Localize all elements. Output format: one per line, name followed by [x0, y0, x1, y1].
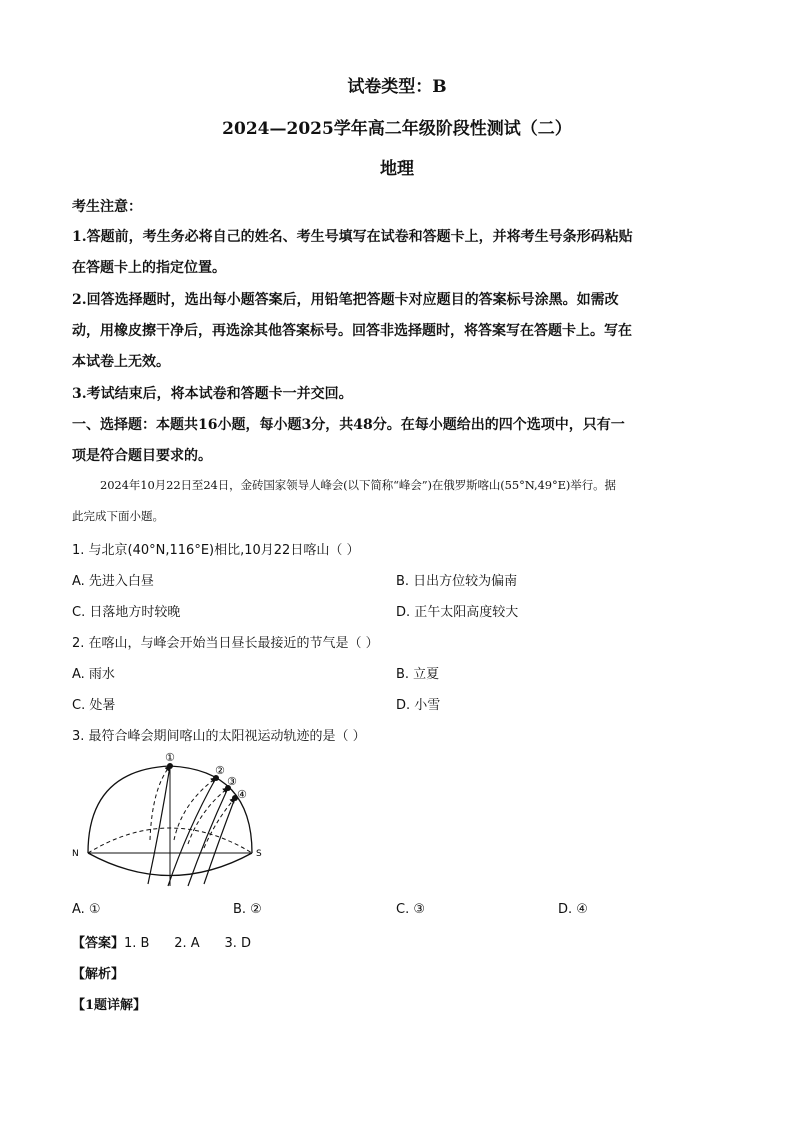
notice-item2-line3: 本试卷上无效。: [72, 354, 170, 370]
sun-path-1-back: [150, 766, 170, 840]
question-1-option-d: D. 正午太阳高度较大: [396, 605, 519, 620]
question-2-stem: 2. 在喀山，与峰会开始当日昼长最接近的节气是（ ）: [72, 636, 379, 651]
notice-item3: 3.考试结束后，将本试卷和答题卡一并交回。: [72, 386, 353, 402]
notice-item1-line1: 1.答题前，考生务必将自己的姓名、考生号填写在试卷和答题卡上，并将考生号条形码粘贴: [72, 229, 633, 245]
question-1-option-a: A. 先进入白昼: [72, 574, 154, 589]
analysis-detail-1: 【1题详解】: [72, 998, 147, 1013]
section1-line2: 项是符合题目要求的。: [72, 448, 212, 464]
question-2-option-a: A. 雨水: [72, 667, 115, 682]
north-label: N: [72, 849, 79, 859]
subject-title: 地理: [380, 159, 414, 179]
marker-2: ②: [215, 764, 225, 777]
question-3-option-c: C. ③: [396, 902, 425, 917]
notice-item2-line2: 动，用橡皮擦干净后，再选涂其他答案标号。回答非选择题时，将答案写在答题卡上。写在: [72, 323, 632, 339]
analysis-label: 【解析】: [72, 967, 125, 982]
question-1-option-c: C. 日落地方时较晚: [72, 605, 181, 620]
section1-line1: 一、选择题：本题共16小题，每小题3分，共48分。在每小题给出的四个选项中，只有一: [72, 417, 625, 433]
sun-path-3-back: [188, 788, 228, 844]
answer-label: 【答案】: [72, 936, 125, 951]
notice-heading: 考生注意：: [72, 199, 142, 215]
question-2-option-b: B. 立夏: [396, 667, 440, 682]
exam-title: 2024—2025学年高二年级阶段性测试（二）: [222, 119, 572, 139]
answer-values: 1. B 2. A 3. D: [124, 936, 252, 951]
question-3-option-a: A. ①: [72, 902, 101, 917]
question-2-option-d: D. 小雪: [396, 698, 441, 713]
notice-item1-line2: 在答题卡上的指定位置。: [72, 260, 226, 276]
south-label: S: [256, 849, 262, 859]
question-1-option-b: B. 日出方位较为偏南: [396, 574, 518, 589]
sun-path-diagram: [70, 748, 270, 893]
notice-item2-line1: 2.回答选择题时，选出每小题答案后，用铅笔把答题卡对应题目的答案标号涂黑。如需改: [72, 292, 619, 308]
exam-type: 试卷类型：B: [347, 77, 447, 97]
question-2-option-c: C. 处暑: [72, 698, 116, 713]
answer-line: [72, 932, 251, 951]
marker-3: ③: [227, 775, 237, 788]
material-line2: 此完成下面小题。: [72, 509, 164, 523]
question-1-stem: 1. 与北京(40°N,116°E)相比,10月22日喀山（ ）: [72, 543, 360, 558]
marker-4: ④: [237, 788, 247, 801]
material-line1: 2024年10月22日至24日，金砖国家领导人峰会(以下简称“峰会”)在俄罗斯喀山(55°N,49°E)举行。据: [100, 478, 616, 492]
question-3-stem: 3. 最符合峰会期间喀山的太阳视运动轨迹的是（ ）: [72, 729, 366, 744]
question-3-option-d: D. ④: [558, 902, 588, 917]
question-3-option-b: B. ②: [233, 902, 262, 917]
marker-1: ①: [165, 751, 175, 764]
